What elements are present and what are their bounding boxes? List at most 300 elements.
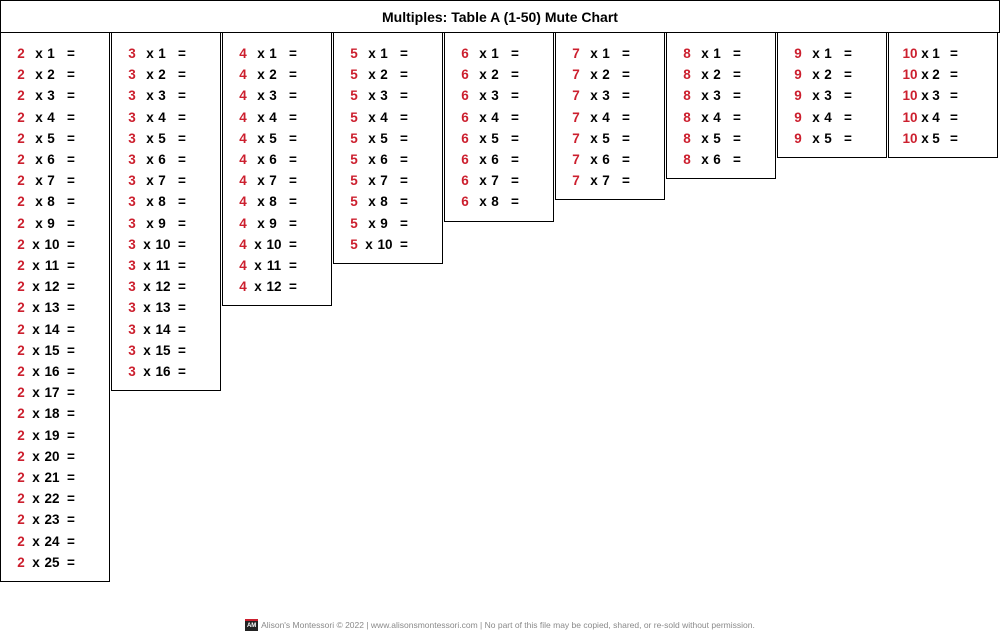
equals-symbol: = — [950, 67, 958, 83]
equation-row — [889, 85, 997, 106]
times-symbol: x — [701, 152, 709, 167]
multiplicand: 8 — [683, 152, 691, 167]
equation-row — [778, 128, 886, 149]
equation-row — [778, 85, 886, 106]
multiplicand: 3 — [128, 215, 136, 231]
times-symbol: x — [812, 88, 820, 104]
equals-symbol: = — [67, 236, 75, 252]
multiplier: 5 — [47, 130, 55, 146]
times-symbol: x — [143, 258, 151, 273]
multiplicand: 2 — [17, 300, 25, 316]
times-symbol: x — [257, 215, 265, 231]
equals-symbol: = — [178, 194, 186, 210]
equals-symbol: = — [67, 88, 75, 104]
multiplier: 5 — [932, 130, 940, 146]
times-symbol: x — [368, 46, 376, 61]
multiplier: 6 — [713, 152, 721, 167]
multiplier: 2 — [602, 67, 610, 83]
multiplicand: 6 — [461, 194, 469, 210]
multiplicand: 6 — [461, 67, 469, 83]
multiplicand: 4 — [239, 236, 247, 252]
times-symbol: x — [35, 130, 43, 146]
equation-row — [1, 191, 109, 212]
equals-symbol: = — [289, 130, 297, 146]
column-6-times — [444, 33, 554, 222]
equation-row — [889, 43, 997, 64]
multiplier: 11 — [266, 258, 282, 273]
multiplicand: 2 — [17, 258, 25, 273]
equals-symbol: = — [844, 46, 852, 61]
times-symbol: x — [701, 130, 709, 146]
times-symbol: x — [368, 67, 376, 83]
multiplicand: 4 — [239, 215, 247, 231]
equals-symbol: = — [67, 173, 75, 189]
column-5-times — [333, 33, 443, 264]
equation-row — [112, 85, 220, 106]
equation-row — [112, 340, 220, 361]
multiplier: 8 — [47, 194, 55, 210]
equation-row — [1, 64, 109, 85]
times-symbol: x — [143, 236, 151, 252]
multiplicand: 10 — [902, 46, 918, 61]
equation-row — [1, 297, 109, 318]
equation-row — [112, 128, 220, 149]
equation-row — [223, 213, 331, 234]
equals-symbol: = — [67, 152, 75, 167]
equation-row — [1, 234, 109, 255]
multiplier: 2 — [158, 67, 166, 83]
times-symbol: x — [921, 109, 929, 125]
equation-row — [445, 43, 553, 64]
multiplicand: 4 — [239, 46, 247, 61]
multiplicand: 3 — [128, 300, 136, 316]
times-symbol: x — [921, 88, 929, 104]
equation-row — [223, 170, 331, 191]
multiplier: 17 — [44, 385, 60, 401]
equals-symbol: = — [67, 46, 75, 61]
equals-symbol: = — [733, 67, 741, 83]
multiplier: 4 — [824, 109, 832, 125]
multiplicand: 3 — [128, 194, 136, 210]
times-symbol: x — [146, 215, 154, 231]
times-symbol: x — [143, 279, 151, 295]
times-symbol: x — [32, 385, 40, 401]
equals-symbol: = — [67, 67, 75, 83]
multiplicand: 4 — [239, 67, 247, 83]
times-symbol: x — [812, 46, 820, 61]
times-symbol: x — [701, 88, 709, 104]
multiplicand: 5 — [350, 152, 358, 167]
multiplier: 7 — [47, 173, 55, 189]
times-symbol: x — [590, 88, 598, 104]
times-symbol: x — [35, 88, 43, 104]
multiplicand: 2 — [17, 130, 25, 146]
equals-symbol: = — [511, 109, 519, 125]
multiplier: 1 — [491, 46, 499, 61]
multiplier: 3 — [713, 88, 721, 104]
multiplicand: 2 — [17, 67, 25, 83]
equals-symbol: = — [178, 173, 186, 189]
equation-row — [445, 191, 553, 212]
multiplier: 10 — [155, 236, 171, 252]
multiplier: 1 — [158, 46, 166, 61]
multiplier: 9 — [269, 215, 277, 231]
multiplicand: 8 — [683, 130, 691, 146]
multiplicand: 2 — [17, 88, 25, 104]
equation-row — [556, 85, 664, 106]
multiplier: 9 — [380, 215, 388, 231]
multiplier: 5 — [380, 130, 388, 146]
equation-row — [667, 107, 775, 128]
multiplicand: 2 — [17, 533, 25, 549]
multiplier: 14 — [155, 321, 171, 337]
multiplier: 9 — [158, 215, 166, 231]
multiplicand: 2 — [17, 173, 25, 189]
equals-symbol: = — [67, 385, 75, 401]
multiplicand: 8 — [683, 109, 691, 125]
times-symbol: x — [32, 554, 40, 570]
multiplier: 8 — [158, 194, 166, 210]
equation-row — [445, 64, 553, 85]
multiplier: 2 — [491, 67, 499, 83]
equals-symbol: = — [511, 88, 519, 104]
equation-row — [112, 319, 220, 340]
times-symbol: x — [590, 46, 598, 61]
multiplicand: 9 — [794, 130, 802, 146]
equals-symbol: = — [178, 109, 186, 125]
multiplicand: 5 — [350, 109, 358, 125]
equals-symbol: = — [178, 152, 186, 167]
equation-row — [334, 170, 442, 191]
multiplicand: 3 — [128, 364, 136, 379]
equation-row — [112, 361, 220, 382]
equals-symbol: = — [622, 130, 630, 146]
equation-row — [112, 234, 220, 255]
multiplicand: 5 — [350, 130, 358, 146]
times-symbol: x — [143, 342, 151, 358]
multiplicand: 5 — [350, 194, 358, 210]
times-symbol: x — [32, 342, 40, 358]
multiplicand: 3 — [128, 342, 136, 358]
equals-symbol: = — [67, 321, 75, 337]
multiplicand: 2 — [17, 512, 25, 528]
multiplier: 3 — [491, 88, 499, 104]
multiplier: 6 — [269, 152, 277, 167]
times-symbol: x — [32, 300, 40, 316]
multiplier: 2 — [932, 67, 940, 83]
times-symbol: x — [32, 427, 40, 443]
equals-symbol: = — [511, 130, 519, 146]
times-symbol: x — [590, 152, 598, 167]
equation-row — [223, 234, 331, 255]
equals-symbol: = — [178, 67, 186, 83]
multiplier: 21 — [44, 470, 60, 485]
equation-row — [889, 128, 997, 149]
multiplier: 8 — [380, 194, 388, 210]
multiplier: 3 — [380, 88, 388, 104]
equation-row — [445, 85, 553, 106]
equation-row — [556, 107, 664, 128]
multiplier: 19 — [44, 427, 60, 443]
multiplicand: 6 — [461, 152, 469, 167]
times-symbol: x — [35, 109, 43, 125]
multiplicand: 10 — [902, 67, 918, 83]
multiplicand: 6 — [461, 173, 469, 189]
equals-symbol: = — [178, 300, 186, 316]
equation-row — [112, 43, 220, 64]
equals-symbol: = — [622, 173, 630, 189]
times-symbol: x — [32, 448, 40, 464]
equals-symbol: = — [400, 67, 408, 83]
equation-row — [1, 319, 109, 340]
multiplier: 10 — [266, 236, 282, 252]
equation-row — [1, 531, 109, 552]
multiplicand: 2 — [17, 215, 25, 231]
times-symbol: x — [812, 67, 820, 83]
multiplicand: 3 — [128, 258, 136, 273]
times-symbol: x — [254, 236, 262, 252]
multiplicand: 5 — [350, 46, 358, 61]
equals-symbol: = — [511, 46, 519, 61]
equals-symbol: = — [67, 342, 75, 358]
times-symbol: x — [254, 279, 262, 295]
multiplicand: 3 — [128, 130, 136, 146]
times-symbol: x — [479, 67, 487, 83]
column-10-times — [888, 33, 998, 158]
equation-row — [445, 107, 553, 128]
equals-symbol: = — [950, 88, 958, 104]
multiplier: 6 — [380, 152, 388, 167]
multiplier: 3 — [158, 88, 166, 104]
equation-row — [1, 85, 109, 106]
equals-symbol: = — [511, 173, 519, 189]
times-symbol: x — [257, 109, 265, 125]
multiplier: 7 — [491, 173, 499, 189]
multiplicand: 5 — [350, 67, 358, 83]
multiplicand: 3 — [128, 236, 136, 252]
times-symbol: x — [479, 173, 487, 189]
equation-row — [223, 128, 331, 149]
multiplicand: 5 — [350, 88, 358, 104]
multiplier: 16 — [44, 364, 60, 379]
multiplier: 7 — [380, 173, 388, 189]
multiplier: 5 — [491, 130, 499, 146]
footer-copyright: Alison's Montessori © 2022 | www.alisonsmontessori.com | No part of this file may be copied, shared, or re-sold without permission. — [261, 620, 755, 630]
multiplicand: 4 — [239, 279, 247, 295]
multiplier: 3 — [602, 88, 610, 104]
times-symbol: x — [479, 130, 487, 146]
equals-symbol: = — [289, 194, 297, 210]
multiplicand: 8 — [683, 88, 691, 104]
equals-symbol: = — [178, 46, 186, 61]
multiplier: 9 — [47, 215, 55, 231]
multiplier: 8 — [491, 194, 499, 210]
multiplier: 4 — [602, 109, 610, 125]
equation-row — [1, 403, 109, 424]
times-symbol: x — [32, 364, 40, 379]
multiplicand: 9 — [794, 109, 802, 125]
equals-symbol: = — [400, 109, 408, 125]
equation-row — [112, 107, 220, 128]
times-symbol: x — [254, 258, 262, 273]
equation-row — [667, 128, 775, 149]
equals-symbol: = — [67, 258, 75, 273]
column-7-times — [555, 33, 665, 200]
multiplicand: 2 — [17, 491, 25, 507]
times-symbol: x — [146, 88, 154, 104]
equation-row — [334, 85, 442, 106]
equals-symbol: = — [178, 258, 186, 273]
equals-symbol: = — [950, 46, 958, 61]
times-symbol: x — [32, 279, 40, 295]
multiplier: 4 — [158, 109, 166, 125]
multiplicand: 2 — [17, 364, 25, 379]
multiplicand: 10 — [902, 88, 918, 104]
equation-row — [334, 43, 442, 64]
times-symbol: x — [257, 46, 265, 61]
times-symbol: x — [479, 152, 487, 167]
equation-row — [223, 149, 331, 170]
multiplier: 13 — [155, 300, 171, 316]
multiplicand: 4 — [239, 258, 247, 273]
multiplier: 1 — [602, 46, 610, 61]
equation-row — [1, 467, 109, 488]
multiplier: 2 — [47, 67, 55, 83]
times-symbol: x — [143, 364, 151, 379]
multiplier: 24 — [44, 533, 60, 549]
multiplicand: 8 — [683, 67, 691, 83]
multiplicand: 3 — [128, 88, 136, 104]
equals-symbol: = — [400, 46, 408, 61]
equals-symbol: = — [67, 470, 75, 485]
times-symbol: x — [35, 173, 43, 189]
equals-symbol: = — [67, 109, 75, 125]
equation-row — [667, 149, 775, 170]
times-symbol: x — [701, 67, 709, 83]
equation-row — [778, 107, 886, 128]
equation-row — [223, 276, 331, 297]
multiplicand: 4 — [239, 109, 247, 125]
equation-row — [223, 43, 331, 64]
multiplicand: 5 — [350, 173, 358, 189]
times-symbol: x — [35, 215, 43, 231]
times-symbol: x — [368, 152, 376, 167]
multiplicand: 3 — [128, 67, 136, 83]
multiplier: 16 — [155, 364, 171, 379]
multiplicand: 2 — [17, 46, 25, 61]
multiplicand: 3 — [128, 321, 136, 337]
equals-symbol: = — [67, 448, 75, 464]
times-symbol: x — [701, 46, 709, 61]
equation-row — [556, 170, 664, 191]
equation-row — [223, 64, 331, 85]
equation-row — [556, 43, 664, 64]
multiplier: 5 — [158, 130, 166, 146]
equation-row — [778, 43, 886, 64]
equals-symbol: = — [622, 152, 630, 167]
multiples-table — [0, 33, 1000, 593]
multiplier: 4 — [269, 109, 277, 125]
equation-row — [556, 149, 664, 170]
times-symbol: x — [257, 194, 265, 210]
equals-symbol: = — [289, 67, 297, 83]
multiplier: 13 — [44, 300, 60, 316]
equals-symbol: = — [733, 46, 741, 61]
multiplier: 2 — [380, 67, 388, 83]
times-symbol: x — [32, 406, 40, 422]
multiplicand: 2 — [17, 342, 25, 358]
multiplier: 15 — [44, 342, 60, 358]
multiplicand: 2 — [17, 406, 25, 422]
equals-symbol: = — [844, 88, 852, 104]
equals-symbol: = — [67, 427, 75, 443]
equation-row — [112, 191, 220, 212]
multiplicand: 6 — [461, 88, 469, 104]
times-symbol: x — [35, 46, 43, 61]
equals-symbol: = — [733, 88, 741, 104]
multiplier: 6 — [491, 152, 499, 167]
equation-row — [334, 107, 442, 128]
equals-symbol: = — [289, 215, 297, 231]
times-symbol: x — [35, 194, 43, 210]
multiplier: 5 — [269, 130, 277, 146]
multiplicand: 2 — [17, 152, 25, 167]
times-symbol: x — [368, 194, 376, 210]
equals-symbol: = — [289, 46, 297, 61]
equals-symbol: = — [622, 46, 630, 61]
times-symbol: x — [479, 46, 487, 61]
times-symbol: x — [590, 109, 598, 125]
footer — [0, 617, 1000, 633]
equals-symbol: = — [511, 67, 519, 83]
equals-symbol: = — [622, 109, 630, 125]
column-4-times — [222, 33, 332, 306]
equation-row — [556, 64, 664, 85]
times-symbol: x — [368, 215, 376, 231]
equals-symbol: = — [400, 88, 408, 104]
multiplicand: 3 — [128, 279, 136, 295]
equation-row — [1, 107, 109, 128]
chart-title: Multiples: Table A (1-50) Mute Chart — [382, 8, 618, 25]
equation-row — [223, 107, 331, 128]
multiplicand: 3 — [128, 152, 136, 167]
multiplier: 3 — [932, 88, 940, 104]
equation-row — [1, 488, 109, 509]
equals-symbol: = — [178, 321, 186, 337]
equation-row — [334, 149, 442, 170]
multiplicand: 4 — [239, 88, 247, 104]
multiplicand: 10 — [902, 109, 918, 125]
multiplier: 3 — [269, 88, 277, 104]
equals-symbol: = — [289, 236, 297, 252]
equals-symbol: = — [844, 67, 852, 83]
multiplicand: 4 — [239, 152, 247, 167]
equals-symbol: = — [511, 152, 519, 167]
multiplicand: 2 — [17, 448, 25, 464]
equation-row — [112, 276, 220, 297]
equals-symbol: = — [733, 130, 741, 146]
multiplier: 10 — [377, 236, 393, 252]
equals-symbol: = — [178, 130, 186, 146]
column-3-times — [111, 33, 221, 391]
multiplier: 2 — [269, 67, 277, 83]
equation-row — [334, 128, 442, 149]
times-symbol: x — [812, 130, 820, 146]
times-symbol: x — [590, 130, 598, 146]
equation-row — [1, 255, 109, 276]
times-symbol: x — [368, 173, 376, 189]
multiplicand: 4 — [239, 130, 247, 146]
